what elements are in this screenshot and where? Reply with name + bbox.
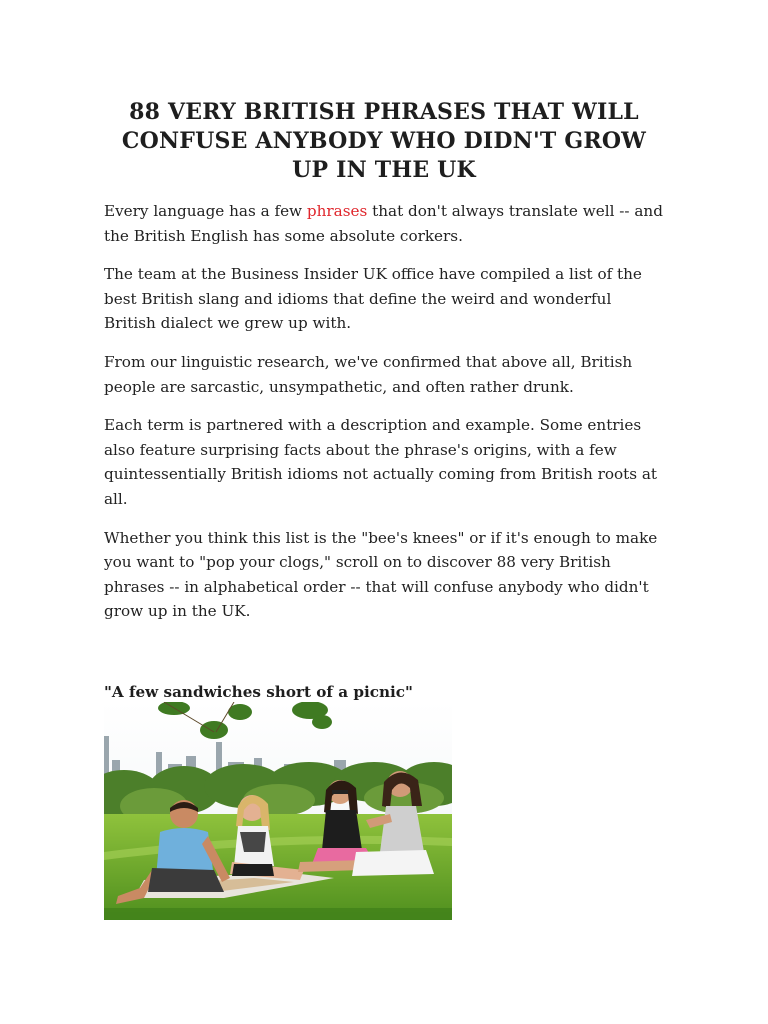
- article: [104, 98, 664, 704]
- intro-text-start: Every language has a few: [104, 202, 307, 220]
- intro-paragraph: [104, 199, 664, 248]
- paragraph-linguistic-research: From our linguistic research, we've confirmed that above all, British people are sarcastic, unsympathetic, and often rather drunk.: [104, 352, 633, 396]
- intro-text-end: that don't always translate well -- and the British English has some absolute corkers.: [104, 202, 663, 245]
- paragraph-business-insider: The team at the Business Insider UK office have compiled a list of the best British slang and idioms that define the weird and wonderful British dialect we grew up with.: [104, 265, 642, 333]
- paragraph-scroll-on: Whether you think this list is the "bee's knees" or if it's enough to make you want to "pop your clogs," scroll on to discover 88 very British phrases -- in alphabetical order -- that will confuse anybody who didn't grow up in the UK.: [104, 528, 658, 621]
- phrases-link[interactable]: phrases: [306, 202, 368, 220]
- paragraph-descriptions: Each term is partnered with a description and example. Some entries also feature surprising facts about the phrase's origins, with a few quintessentially British idioms not actually coming from British roots at all.: [104, 416, 658, 508]
- article-title: 88 VERY BRITISH PHRASES THAT WILL CONFUSE ANYBODY WHO DIDN'T GROW UP IN THE UK: [121, 99, 647, 183]
- picnic-photo: [104, 702, 452, 920]
- phrase-heading: "A few sandwiches short of a picnic": [104, 682, 413, 701]
